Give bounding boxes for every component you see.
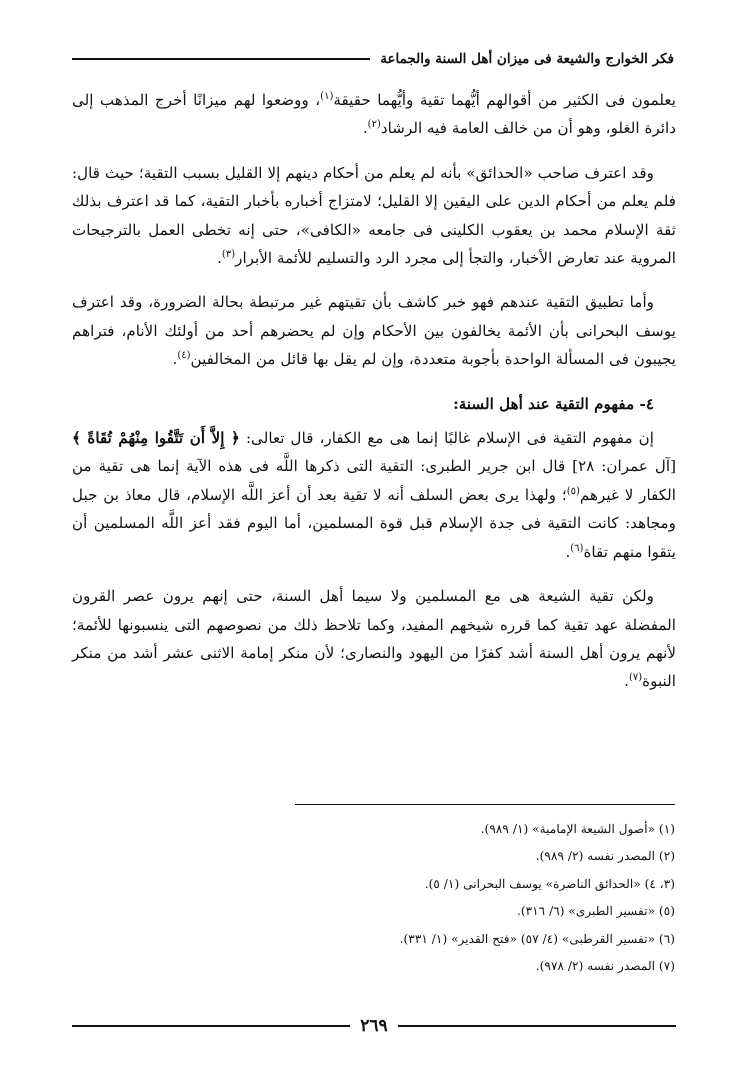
paragraph-5 — [72, 582, 676, 696]
header-title: فكر الخوارج والشيعة فى ميزان أهل السنة والجماعة — [380, 51, 674, 67]
footnote-2: (٢) المصدر نفسه (٢/ ٩٨٩). — [535, 849, 675, 864]
footnotes — [71, 816, 675, 980]
paragraph-1-text: يعلمون فى الكثير من أقوالهم أيُّهما تقية وأيُّهما حقيقة — [333, 91, 676, 109]
paragraph-5-end: . — [624, 672, 629, 691]
running-header — [72, 44, 674, 74]
footnote-6: (٦) «تفسير القرطبى» (٤/ ٥٧) «فتح القدير» (١/ ٣٣١). — [399, 931, 675, 946]
footnote-separator — [295, 804, 675, 805]
footnote-ref-3: (٣) — [221, 248, 236, 260]
page-number: ٢٦٩ — [360, 1016, 388, 1036]
paragraph-3-text: وأما تطبيق التقية عندهم فهو خبر كاشف بأن تقيتهم غير مرتبطة بحالة الضرورة، وقد اعترف يوسف البحرانى بأن الأئمة يخالفون بين الأحكام وإن لم يحضرهم أحد من أولئك الأنام، فتراهم يجيبون فى المسألة الواحدة بأجوبة متعددة، وإن لم يقل بها قائل من المخالفين — [72, 293, 676, 369]
footnote-ref-6: (٦) — [570, 542, 584, 554]
footnote-ref-1: (١) — [320, 90, 334, 102]
main-text — [72, 86, 676, 712]
paragraph-2 — [72, 159, 676, 273]
footnote-ref-5: (٥) — [566, 485, 580, 497]
paragraph-4-text-2: ؛ ولهذا يرى بعض السلف أنه لا تقية بعد أن أعز اللَّه الإسلام، قال معاذ بن جبل ومجاهد: كانت التقية فى جدة الإسلام قبل قوة المسلمين، أما اليوم فقد أعز اللَّه المسلمين أن يتقوا منهم تقاة — [72, 485, 676, 561]
paragraph-2-text: وقد اعترف صاحب «الحدائق» بأنه لم يعلم من أحكام دينهم إلا القليل بسبب التقية؛ حيث قال: فلم يعلم من أحكام الدين على اليقين إلا القليل؛ لامتزاج أخباره بأخبار التقية، كما قد اعترف بذلك ثقة الإسلام محمد بن يعقوب الكلينى فى جامعه «الكافى»، حتى إنه تخطى العمل بالترجيحات المروية عند تعارض الأخبار، والتجأ إلى مجرد الرد والتسليم للأئمة الأبرار — [72, 163, 676, 268]
footer-rule-right — [398, 1025, 676, 1027]
footnote-ref-7: (٧) — [628, 672, 643, 684]
footnote-1: (١) «أصول الشيعة الإمامية» (١/ ٩٨٩). — [480, 822, 675, 836]
footnote-ref-2: (٢) — [367, 119, 381, 131]
paragraph-2-end: . — [217, 249, 222, 268]
footer-rule-left — [72, 1025, 350, 1027]
paragraph-3-end: . — [172, 350, 178, 369]
quran-verse: ﴿ إِلاَّ أَن تَتَّقُوا مِنْهُمْ تُقَاةً ﴾ — [72, 429, 240, 448]
paragraph-1-end: . — [362, 119, 368, 138]
section-heading: ٤- مفهوم التقية عند أهل السنة: — [453, 394, 654, 413]
paragraph-1 — [72, 86, 676, 143]
paragraph-4-text: [آل عمران: ٢٨] قال ابن جرير الطبرى: التقية التى ذكرها اللَّه فى هذه الآية إنما هى تقية من الكفار لا غيرهم — [72, 457, 677, 504]
footnote-7: (٧) المصدر نفسه (٢/ ٩٧٨). — [535, 959, 675, 974]
page-footer — [72, 1013, 676, 1039]
paragraph-5-text: ولكن تقية الشيعة هى مع المسلمين ولا سيما أهل السنة، حتى إنهم يرون عصر القرون المفضلة عهد تقية كما قرره شيخهم المفيد، وكما تلاحظ ذلك من نصوصهم التى ينسبونها للأئمة؛ لأنهم يرون أهل السنة أشد كفرًا من اليهود والنصارى؛ لأن منكر إمامة الاثنى عشر أشد من منكر النبوة — [72, 587, 676, 691]
footnote-3-4: (٣، ٤) «الحدائق الناضرة» يوسف البحرانى (١/ ٥). — [424, 876, 675, 891]
paragraph-4 — [72, 424, 676, 566]
paragraph-4-intro: إن مفهوم التقية فى الإسلام غالبًا إنما هى مع الكفار، قال تعالى: — [245, 429, 655, 448]
paragraph-1-text-2: ، ووضعوا لهم ميزانًا أخرج المذهب إلى دائرة الغلو، وهو أن من خالف العامة فيه الرشاد — [72, 91, 676, 138]
footnote-ref-4: (٤) — [177, 350, 191, 362]
paragraph-3 — [72, 288, 676, 373]
footnote-5: (٥) «تفسير الطبرى» (٦/ ٣١٦). — [516, 904, 675, 919]
paragraph-4-end: . — [565, 542, 571, 561]
header-rule — [72, 58, 370, 60]
